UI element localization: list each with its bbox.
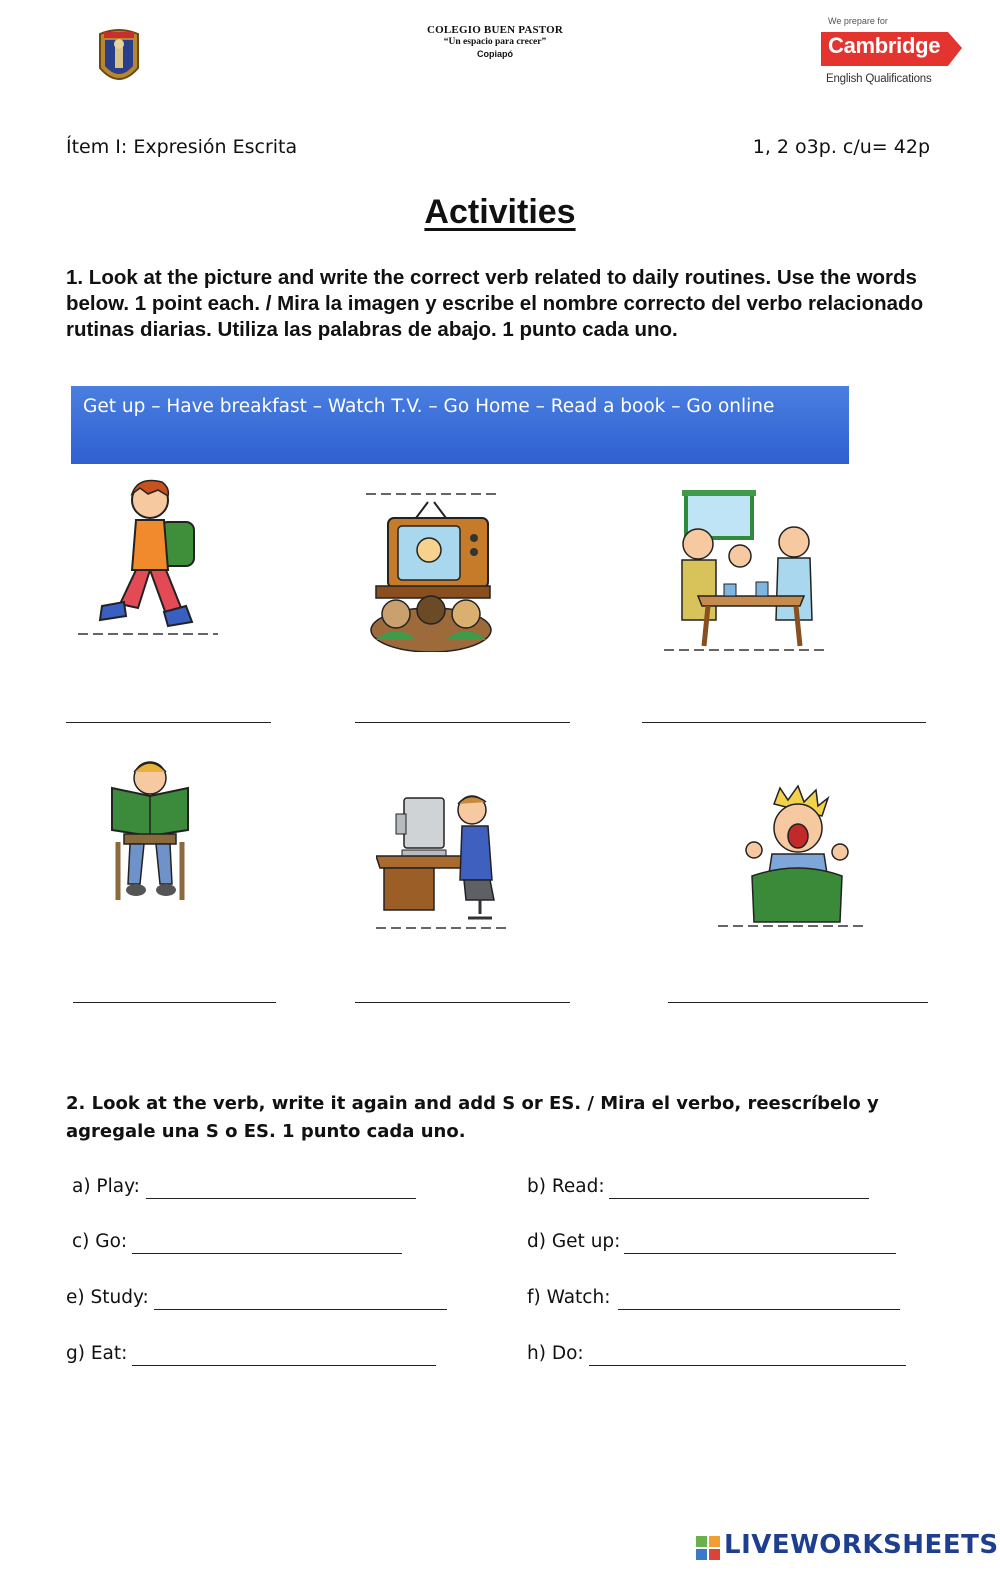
verb-answer-eat[interactable] <box>132 1365 436 1366</box>
verb-answer-get-up[interactable] <box>624 1253 896 1254</box>
verb-label-study: e) Study: <box>66 1287 149 1308</box>
reading-book-icon <box>104 758 194 904</box>
school-crest-icon <box>96 28 142 90</box>
boy-walking-icon <box>78 478 218 640</box>
breakfast-table-icon <box>664 490 826 654</box>
tv-watching-icon <box>366 490 496 652</box>
liveworksheets-wordmark: LIVEWORKSHEETS <box>724 1530 999 1560</box>
verb-label-get-up: d) Get up: <box>527 1231 621 1252</box>
school-name: COLEGIO BUEN PASTOR <box>426 24 564 36</box>
liveworksheets-icon <box>696 1536 720 1560</box>
answer-line-4[interactable] <box>73 1002 276 1003</box>
verb-answer-study[interactable] <box>154 1309 447 1310</box>
school-heading <box>380 24 610 59</box>
waking-up-icon <box>718 784 868 930</box>
answer-line-2[interactable] <box>355 722 570 723</box>
answer-line-5[interactable] <box>355 1002 570 1003</box>
answer-line-6[interactable] <box>668 1002 928 1003</box>
word-bank-box <box>71 386 849 464</box>
exercise2-instructions: 2. Look at the verb, write it again and add S or ES. / Mira el verbo, reescríbelo y agregale una S o ES. 1 punto cada uno. <box>66 1093 879 1142</box>
page-title <box>0 193 1000 232</box>
computer-user-icon <box>376 788 508 930</box>
verb-label-play: a) Play: <box>72 1176 140 1197</box>
cambridge-subtitle: English Qualifications <box>826 73 932 85</box>
verb-answer-go[interactable] <box>132 1253 402 1254</box>
word-bank-text: Get up – Have breakfast – Watch T.V. – Go Home – Read a book – Go online <box>83 396 775 417</box>
school-motto: “Un espacio para crecer” <box>443 37 547 47</box>
verb-answer-do[interactable] <box>589 1365 906 1366</box>
exercise1-instructions: 1. Look at the picture and write the correct verb related to daily routines. Use the words below. 1 point each. / Mira la imagen y escribe el nombre correcto del verbo relacionado rutinas diarias. Utiliza las palabras de abajo. 1 punto cada uno. <box>66 266 924 341</box>
verb-label-do: h) Do: <box>527 1343 584 1364</box>
verb-label-read: b) Read: <box>527 1176 605 1197</box>
cambridge-tagline: We prepare for <box>828 16 888 26</box>
answer-line-1[interactable] <box>66 722 271 723</box>
page-title-text: Activities <box>424 193 576 231</box>
verb-label-go: c) Go: <box>72 1231 128 1252</box>
verb-label-eat: g) Eat: <box>66 1343 128 1364</box>
school-city: Copiapó <box>477 49 513 59</box>
verb-answer-watch[interactable] <box>618 1309 900 1310</box>
item-score: 1, 2 o3p. c/u= 42p <box>752 136 930 158</box>
verb-answer-play[interactable] <box>146 1198 416 1199</box>
item-title: Ítem I: Expresión Escrita <box>66 136 298 158</box>
verb-answer-read[interactable] <box>609 1198 869 1199</box>
answer-line-3[interactable] <box>642 722 926 723</box>
verb-label-watch: f) Watch: <box>527 1287 611 1308</box>
cambridge-wordmark: Cambridge <box>828 33 941 58</box>
